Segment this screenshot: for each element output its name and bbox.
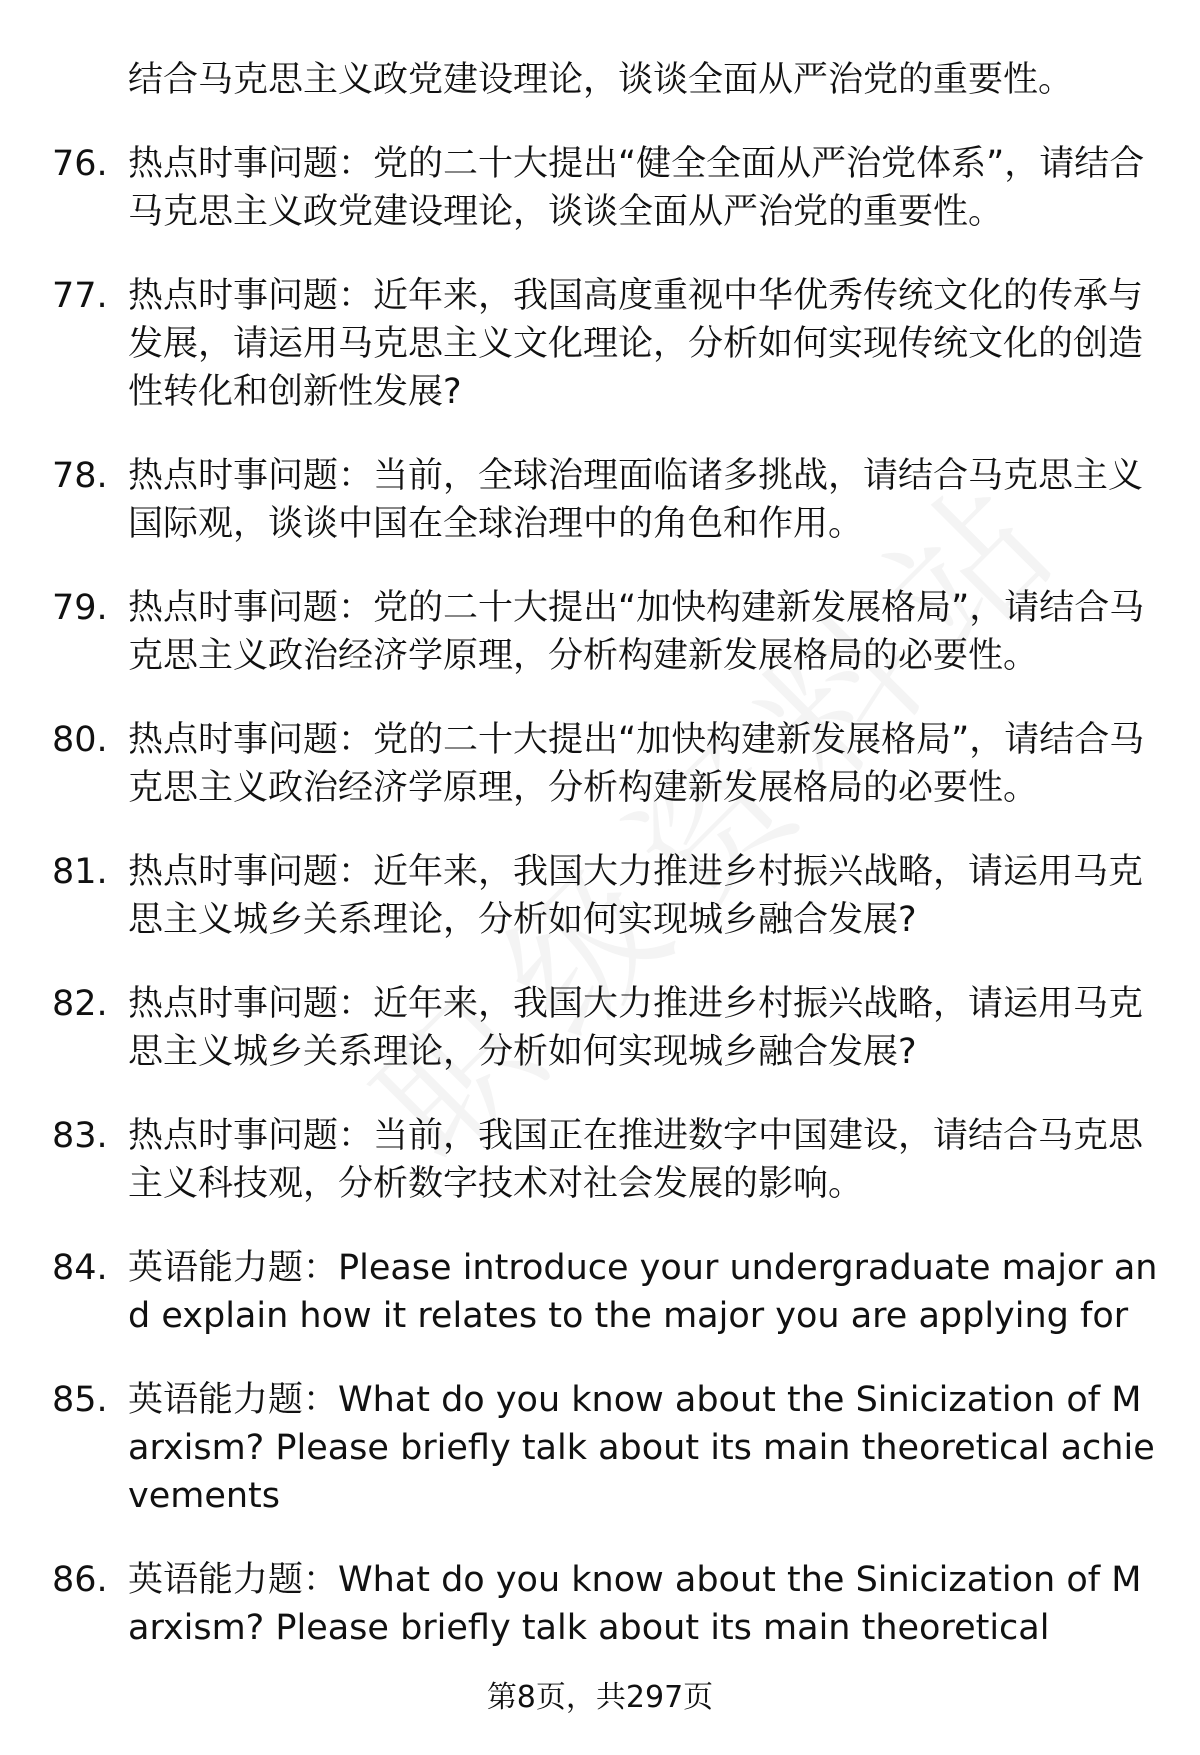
question-item — [0, 1376, 1200, 1520]
question-text: 热点时事问题：当前，全球治理面临诸多挑战，请结合马克思主义国际观，谈谈中国在全球治理中的角色和作用。 — [128, 456, 1144, 544]
question-item — [0, 848, 1200, 944]
question-text: 热点时事问题：党的二十大提出“加快构建新发展格局”，请结合马克思主义政治经济学原理，分析构建新发展格局的必要性。 — [128, 720, 1145, 808]
question-number: 81. — [52, 852, 108, 892]
question-list — [0, 56, 1200, 1688]
question-number: 84. — [52, 1248, 108, 1288]
question-text: 热点时事问题：近年来，我国大力推进乡村振兴战略，请运用马克思主义城乡关系理论，分析如何实现城乡融合发展? — [128, 852, 1144, 940]
question-number: 76. — [52, 144, 108, 184]
question-text: 英语能力题：What do you know about the Sinicization of Marxism? Please briefly talk about its main theoretical — [128, 1560, 1142, 1648]
question-number: 86. — [52, 1560, 108, 1600]
question-number: 83. — [52, 1116, 108, 1156]
question-number: 78. — [52, 456, 108, 496]
question-text: 英语能力题：What do you know about the Sinicization of Marxism? Please briefly talk about its main theoretical achievements — [128, 1380, 1155, 1516]
continued-text: 结合马克思主义政党建设理论，谈谈全面从严治党的重要性。 — [128, 60, 1074, 100]
question-item — [0, 584, 1200, 680]
question-item — [0, 980, 1200, 1076]
question-item — [0, 1244, 1200, 1340]
question-text: 热点时事问题：党的二十大提出“健全全面从严治党体系”，请结合马克思主义政党建设理论，谈谈全面从严治党的重要性。 — [128, 144, 1145, 232]
question-text: 热点时事问题：当前，我国正在推进数字中国建设，请结合马克思主义科技观，分析数字技术对社会发展的影响。 — [128, 1116, 1144, 1204]
question-item — [0, 272, 1200, 416]
question-number: 85. — [52, 1380, 108, 1420]
page-footer: 第8页，共297页 — [486, 1680, 714, 1715]
question-item — [0, 452, 1200, 548]
question-text: 热点时事问题：近年来，我国大力推进乡村振兴战略，请运用马克思主义城乡关系理论，分析如何实现城乡融合发展? — [128, 984, 1144, 1072]
question-text: 热点时事问题：近年来，我国高度重视中华优秀传统文化的传承与发展，请运用马克思主义文化理论，分析如何实现传统文化的创造性转化和创新性发展? — [128, 276, 1144, 412]
question-item — [0, 1556, 1200, 1652]
question-item — [0, 1112, 1200, 1208]
question-number: 80. — [52, 720, 108, 760]
question-item — [0, 140, 1200, 236]
question-text: 英语能力题：Please introduce your undergraduate major and explain how it relates to the major you are applying for — [128, 1248, 1158, 1336]
question-text: 热点时事问题：党的二十大提出“加快构建新发展格局”，请结合马克思主义政治经济学原理，分析构建新发展格局的必要性。 — [128, 588, 1145, 676]
question-number: 82. — [52, 984, 108, 1024]
question-number: 77. — [52, 276, 108, 316]
question-number: 79. — [52, 588, 108, 628]
question-item — [0, 716, 1200, 812]
